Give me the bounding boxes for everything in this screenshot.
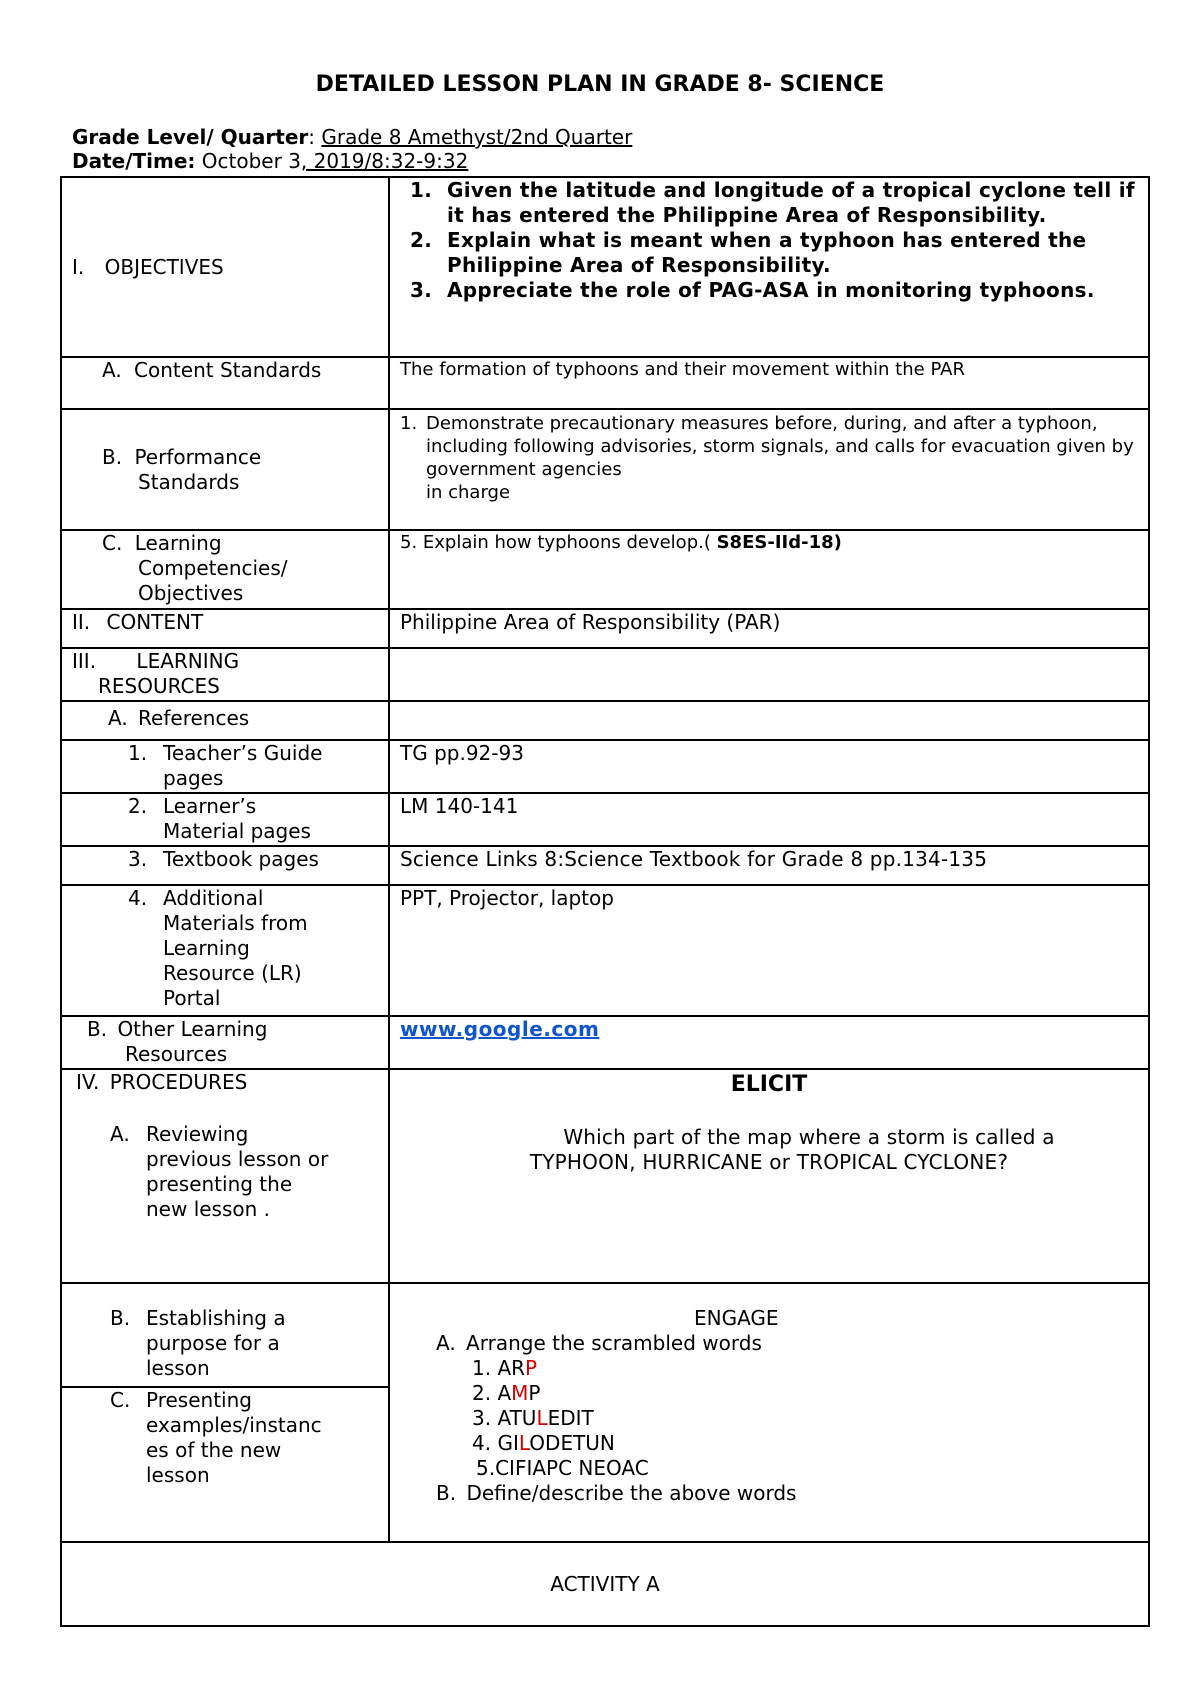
- performance-standards-num: 1.: [400, 413, 418, 434]
- engage-row: [61, 1283, 1149, 1542]
- engage-a-letter: A.: [436, 1331, 456, 1355]
- content-standards-value: The formation of typhoons and their movement within the PAR: [400, 359, 965, 380]
- references-label: References: [138, 706, 250, 730]
- other-resources-letter: B.: [87, 1017, 108, 1041]
- scrambled-word-part: A: [497, 1381, 512, 1405]
- scrambled-word-part: EDIT: [547, 1406, 594, 1430]
- other-resources-row: [61, 1016, 1149, 1069]
- presenting-letter: C.: [110, 1388, 131, 1412]
- objective-number: 3.: [410, 278, 433, 302]
- additional-materials-value-cell: [389, 885, 1149, 1016]
- learning-resources-label-2: RESOURCES: [98, 674, 220, 698]
- performance-standards-label-2: Standards: [138, 469, 240, 494]
- scrambled-word-item: [390, 1431, 1148, 1456]
- additional-materials-row: [61, 885, 1149, 1016]
- scrambled-word-item: [390, 1381, 1148, 1406]
- objectives-heading-num: I.: [72, 254, 85, 279]
- engage-b-letter: B.: [436, 1481, 457, 1505]
- learners-material-label-1: Learner’s: [163, 794, 257, 818]
- objectives-row: [61, 177, 1149, 357]
- content-standards-label: Content Standards: [134, 358, 322, 382]
- objective-item: [390, 178, 1138, 228]
- additional-materials-label-cell: [61, 885, 389, 1016]
- procedures-label-cell: [61, 1069, 389, 1283]
- learners-material-label-cell: [61, 793, 389, 846]
- reviewing-letter: A.: [110, 1122, 130, 1146]
- additional-materials-label-3: Learning: [163, 936, 250, 960]
- learning-competencies-label-1: Learning: [134, 531, 222, 555]
- content-value: Philippine Area of Responsibility (PAR): [400, 610, 781, 634]
- activity-cell: [61, 1542, 1149, 1626]
- objective-text: Appreciate the role of PAG-ASA in monitoring typhoons.: [447, 278, 1095, 302]
- references-row: [61, 701, 1149, 740]
- establishing-letter: B.: [110, 1306, 131, 1330]
- content-num: II.: [72, 610, 91, 634]
- google-link[interactable]: www.google.com: [400, 1017, 600, 1041]
- scrambled-word-highlight: L: [518, 1431, 530, 1455]
- grade-level-separator: :: [308, 125, 322, 149]
- scrambled-word-item: [390, 1356, 1148, 1381]
- teachers-guide-value-cell: [389, 740, 1149, 793]
- teachers-guide-label-2: pages: [163, 766, 224, 790]
- scrambled-word-item: [390, 1456, 1148, 1481]
- engage-b-text: Define/describe the above words: [466, 1481, 797, 1505]
- engage-a-text: Arrange the scrambled words: [466, 1331, 762, 1355]
- establishing-label-2: purpose for a: [146, 1331, 280, 1355]
- scrambled-word-highlight: L: [536, 1406, 548, 1430]
- presenting-label-3: es of the new: [146, 1438, 282, 1462]
- learners-material-label-2: Material pages: [163, 819, 311, 843]
- performance-standards-value-tail: in charge: [426, 482, 511, 503]
- presenting-examples-block: [62, 1386, 388, 1488]
- scrambled-word-part: P: [528, 1381, 541, 1405]
- date-time-label: Date/Time:: [72, 149, 196, 173]
- objective-text: Given the latitude and longitude of a tropical cyclone tell if it has entered the Philippine Area of Responsibility.: [447, 178, 1135, 227]
- content-standards-row: [61, 357, 1149, 409]
- learning-competencies-label-2: Competencies/: [138, 556, 288, 580]
- reviewing-label-2: previous lesson or: [146, 1147, 329, 1171]
- scrambled-word-part: GI: [497, 1431, 519, 1455]
- textbook-label: Textbook pages: [163, 847, 319, 871]
- reviewing-label-1: Reviewing: [146, 1122, 249, 1146]
- additional-materials-label-4: Resource (LR): [163, 961, 302, 985]
- elicit-title: ELICIT: [730, 1072, 808, 1097]
- learning-resources-value-cell: [389, 648, 1149, 701]
- performance-standards-letter: B.: [102, 444, 123, 469]
- other-resources-value-cell: [389, 1016, 1149, 1069]
- additional-materials-value: PPT, Projector, laptop: [400, 886, 614, 910]
- scrambled-word-number: 4.: [472, 1431, 492, 1455]
- content-row: [61, 609, 1149, 648]
- teachers-guide-row: [61, 740, 1149, 793]
- performance-standards-label-cell: [61, 409, 389, 530]
- content-value-cell: [389, 609, 1149, 648]
- learners-material-value: LM 140-141: [400, 794, 519, 818]
- learners-material-value-cell: [389, 793, 1149, 846]
- date-time-line: [72, 148, 468, 174]
- objective-item: [390, 278, 1138, 303]
- learners-material-row: [61, 793, 1149, 846]
- learning-competencies-code: S8ES-IId-18): [716, 532, 842, 553]
- objectives-heading: OBJECTIVES: [104, 254, 224, 279]
- teachers-guide-value: TG pp.92-93: [400, 741, 524, 765]
- additional-materials-num: 4.: [128, 886, 148, 910]
- grade-level-line: [72, 124, 632, 150]
- references-label-cell: [61, 701, 389, 740]
- engage-cell: [389, 1283, 1149, 1542]
- reviewing-label-3: presenting the: [146, 1172, 293, 1196]
- objective-text: Explain what is meant when a typhoon has entered the Philippine Area of Responsibility.: [447, 228, 1087, 277]
- objective-number: 1.: [410, 178, 433, 202]
- scrambled-word-number: 2.: [472, 1381, 492, 1405]
- elicit-question-line-1: Which part of the map where a storm is called a: [563, 1125, 1055, 1149]
- content-standards-letter: A.: [102, 358, 122, 382]
- teachers-guide-num: 1.: [128, 741, 148, 765]
- performance-standards-row: [61, 409, 1149, 530]
- learning-competencies-label-3: Objectives: [138, 581, 244, 605]
- learning-competencies-value: 5. Explain how typhoons develop.(: [400, 532, 717, 553]
- objectives-heading-cell: [61, 177, 389, 357]
- establishing-purpose-block: [62, 1284, 388, 1386]
- content-label-cell: [61, 609, 389, 648]
- scrambled-word-number: 5.: [476, 1456, 496, 1480]
- scrambled-word-part: CIFIAPC NEOAC: [495, 1456, 649, 1480]
- teachers-guide-label-1: Teacher’s Guide: [163, 741, 323, 765]
- textbook-value: Science Links 8:Science Textbook for Grade 8 pp.134-135: [400, 847, 988, 871]
- grade-level-label: Grade Level/ Quarter: [72, 125, 309, 149]
- lesson-plan-table: [60, 176, 1150, 1627]
- additional-materials-label-2: Materials from: [163, 911, 308, 935]
- textbook-value-cell: [389, 846, 1149, 885]
- procedures-num: IV.: [76, 1070, 100, 1094]
- objective-item: [390, 228, 1138, 278]
- learning-resources-row: [61, 648, 1149, 701]
- procedures-label: PROCEDURES: [109, 1070, 248, 1094]
- other-resources-label-2: Resources: [125, 1042, 228, 1066]
- teachers-guide-label-cell: [61, 740, 389, 793]
- references-value-cell: [389, 701, 1149, 740]
- page-title: DETAILED LESSON PLAN IN GRADE 8- SCIENCE: [315, 72, 885, 97]
- reviewing-label-4: new lesson .: [146, 1197, 271, 1221]
- establishing-label-1: Establishing a: [146, 1306, 286, 1330]
- scrambled-word-number: 1.: [472, 1356, 492, 1380]
- scrambled-word-number: 3.: [472, 1406, 492, 1430]
- learning-competencies-value-cell: [389, 530, 1149, 609]
- content-label: CONTENT: [106, 610, 204, 634]
- additional-materials-label-1: Additional: [163, 886, 264, 910]
- purpose-examples-cell: [61, 1283, 389, 1542]
- objective-number: 2.: [410, 228, 433, 252]
- establishing-label-3: lesson: [146, 1356, 210, 1380]
- presenting-label-4: lesson: [146, 1463, 210, 1487]
- objectives-list: [390, 178, 1148, 303]
- scrambled-word-part: ODETUN: [529, 1431, 615, 1455]
- grade-level-value: Grade 8 Amethyst/2nd Quarter: [321, 125, 633, 149]
- learners-material-num: 2.: [128, 794, 148, 818]
- performance-standards-label-1: Performance: [134, 444, 262, 469]
- learning-resources-label-cell: [61, 648, 389, 701]
- activity-title: ACTIVITY A: [550, 1571, 660, 1596]
- textbook-num: 3.: [128, 847, 148, 871]
- date-time-value-underlined: , 2019/8:32-9:32: [300, 149, 469, 173]
- scrambled-word-item: [390, 1406, 1148, 1431]
- elicit-question-line-2: TYPHOON, HURRICANE or TROPICAL CYCLONE?: [529, 1150, 1009, 1174]
- performance-standards-value-cell: [389, 409, 1149, 530]
- learning-competencies-row: [61, 530, 1149, 609]
- other-resources-label-cell: [61, 1016, 389, 1069]
- learning-resources-num: III.: [72, 649, 97, 673]
- other-resources-label-1: Other Learning: [117, 1017, 268, 1041]
- date-time-value: October 3: [195, 149, 301, 173]
- scrambled-word-part: AR: [497, 1356, 526, 1380]
- additional-materials-label-5: Portal: [163, 986, 221, 1010]
- elicit-cell: [389, 1069, 1149, 1283]
- engage-title: ENGAGE: [694, 1306, 779, 1330]
- performance-standards-value: Demonstrate precautionary measures before, during, and after a typhoon, including following advisories, storm signals, and calls for evacuation given by government agencies: [426, 413, 1134, 480]
- scrambled-word-highlight: P: [525, 1356, 538, 1380]
- learning-resources-label-1: LEARNING: [136, 649, 240, 673]
- learning-competencies-label-cell: [61, 530, 389, 609]
- presenting-label-2: examples/instanc: [146, 1413, 322, 1437]
- presenting-label-1: Presenting: [146, 1388, 252, 1412]
- scrambled-word-part: ATU: [497, 1406, 537, 1430]
- content-standards-value-cell: [389, 357, 1149, 409]
- references-letter: A.: [108, 706, 128, 730]
- learning-competencies-letter: C.: [102, 531, 123, 555]
- scrambled-word-highlight: M: [511, 1381, 529, 1405]
- textbook-row: [61, 846, 1149, 885]
- procedures-row: [61, 1069, 1149, 1283]
- objectives-list-cell: [389, 177, 1149, 357]
- content-standards-label-cell: [61, 357, 389, 409]
- textbook-label-cell: [61, 846, 389, 885]
- activity-row: [61, 1542, 1149, 1626]
